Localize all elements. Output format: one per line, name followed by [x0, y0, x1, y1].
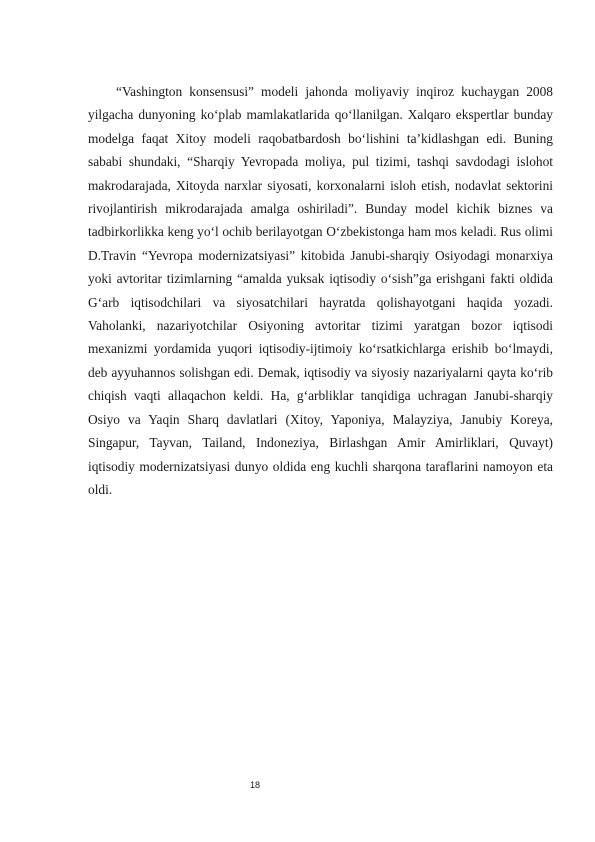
page-number: 18: [249, 780, 260, 790]
body-paragraph: “Vashington konsensusi” modeli jahonda moliyaviy inqiroz kuchaygan 2008 yilgacha dunyoning ko‘plab mamlakatlarida qo‘llanilgan. Xalqaro ekspertlar bunday modelga faqat Xitoy modeli raqobatbardosh bo‘lishini ta’kidlashgan edi. Buning sababi shundaki, “Sharqiy Yevropada moliya, pul tizimi, tashqi savdodagi islohot makrodarajada, Xitoyda narxlar siyosati, korxonalarni isloh etish, nodavlat sektorini rivojlantirish mikrodarajada amalga oshiriladi”. Bunday model kichik biznes va tadbirkorlikka keng yo‘l ochib berilayotgan O‘zbekistonga ham mos keladi. Rus olimi D.Travin “Yevropa modernizatsiyasi” kitobida Janubi-sharqiy Osiyodagi monarxiya yoki avtoritar tizimlarning “amalda yuksak iqtisodiy o‘sish”ga erishgani fakti oldida G‘arb iqtisodchilari va siyosatchilari hayratda qolishayotgani haqida yozadi. Vaholanki, nazariyotchilar Osiyoning avtoritar tizimi yaratgan bozor iqtisodi mexanizmi yordamida yuqori iqtisodiy-ijtimoiy ko‘rsatkichlarga erishib bo‘lmaydi, deb ayyuhannos solishgan edi. Demak, iqtisodiy va siyosiy nazariyalarni qayta ko‘rib chiqish vaqti allaqachon keldi. Ha, g‘arbliklar tanqidiga uchragan Janubi-sharqiy Osiyo va Yaqin Sharq davlatlari (Xitoy, Yaponiya, Malayziya, Janubiy Koreya, Singapur, Tayvan, Tailand, Indoneziya, Birlashgan Amir Amirliklari, Quvayt) iqtisodiy modernizatsiyasi dunyo oldida eng kuchli sharqona taraflarini namoyon eta oldi.: [88, 84, 553, 497]
